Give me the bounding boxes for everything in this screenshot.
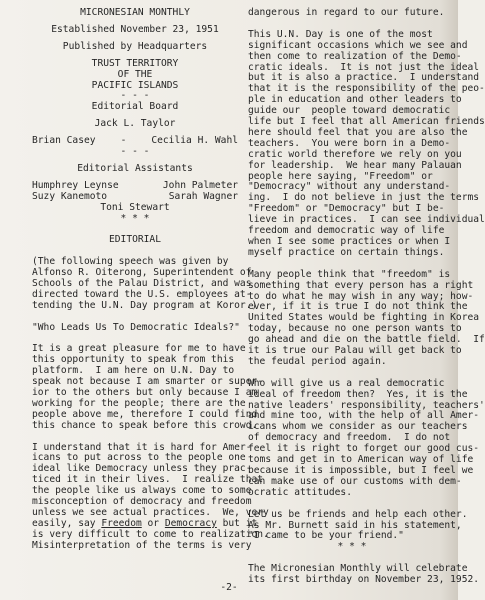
- editor-name: Cecilia H. Wahl: [151, 135, 238, 147]
- closing-line: The Micronesian Monthly will celebrate: [248, 563, 468, 575]
- speech-line: people here saying, "Freedom" or: [248, 170, 433, 182]
- speech-line: ior to the others but only because I am: [32, 387, 258, 399]
- speech-line: to do what he may wish in any way; how-: [248, 290, 474, 302]
- speech-line: here should feel that you are also the: [248, 126, 468, 138]
- masthead-published: Published by Headquarters: [62, 40, 208, 52]
- speech-line: ideal like Democracy unless they prac-: [32, 463, 252, 475]
- speech-line: when I see some practices or when I: [248, 236, 451, 248]
- speech-line: something that every person has a right: [248, 279, 474, 291]
- masthead-dashes: - - -: [120, 146, 150, 158]
- speech-line: go ahead and die on the battle field. If: [248, 334, 485, 346]
- speech-line: today, because no one person wants to: [248, 323, 462, 335]
- speech-line: the people like us always come to some: [32, 485, 252, 497]
- speech-title: "Who Leads Us To Democratic Ideals?": [32, 321, 240, 333]
- editor-name: Brian Casey: [32, 135, 96, 147]
- speech-line: working for the people; there are the: [32, 397, 246, 409]
- masthead-territory-line: TRUST TERRITORY: [91, 57, 179, 69]
- editorial-intro-line: directed toward the U.S. employees at-: [32, 288, 252, 300]
- speech-line: teachers. You were born in a Demo-: [248, 137, 451, 149]
- speech-line: "Freedom" or "Democracy" but I be-: [248, 203, 445, 215]
- editorial-heading: EDITORIAL: [109, 234, 161, 246]
- assistant-name: Sarah Wagner: [168, 190, 238, 202]
- left-column: [32, 7, 269, 552]
- speech-line: ever, if it is true I do not think the: [248, 301, 468, 313]
- speech-line: lieve in practices. I can see individual: [248, 214, 485, 226]
- speech-line: and mine too, with the help of all Amer-: [248, 410, 480, 422]
- speech-line: speak not because I am smarter or super-: [32, 376, 264, 388]
- editorial-intro-line: Alfonso R. Oiterong, Superintendent of: [32, 267, 252, 279]
- speech-line: feel it is right to forget our good cus-: [248, 443, 480, 455]
- assistant-name: Suzy Kanemoto: [32, 190, 108, 202]
- speech-line: but it is also a practice. I understand: [248, 72, 480, 84]
- masthead-dashes: - - -: [120, 90, 150, 102]
- speech-line: platform. I am here on U.N. Day to: [32, 365, 235, 377]
- speech-line: Many people think that "freedom" is: [248, 268, 451, 280]
- speech-line: that it is the responsibility of the peo-: [248, 83, 485, 95]
- assistant-name: John Palmeter: [162, 179, 238, 191]
- speech-line: ple in education and other leaders to: [248, 94, 462, 106]
- masthead-stars: * * *: [120, 212, 150, 224]
- underlined-word: Freedom: [101, 517, 142, 529]
- speech-line: is very difficult to come to realization.: [32, 528, 269, 540]
- speech-line: because it is impossible, but I feel we: [248, 465, 474, 477]
- speech-line: then come to realization of the Demo-: [248, 50, 462, 62]
- speech-line: "Democracy" without any understand-: [248, 181, 451, 193]
- speech-line: United States would be fighting in Korea: [248, 312, 480, 324]
- speech-line: cratic world therefore we rely on you: [248, 148, 462, 160]
- text-fragment: or: [141, 517, 165, 529]
- editor-separator: -: [120, 135, 127, 147]
- speech-line: this chance to speak before this crowd.: [32, 419, 258, 431]
- speech-line: for leadership. We hear many Palauan: [248, 159, 462, 171]
- speech-line: unless we see actual practices. We, very: [32, 506, 269, 518]
- speech-line: "I came to be your friend.": [248, 530, 404, 542]
- masthead-title: MICRONESIAN MONTHLY: [80, 7, 190, 18]
- speech-line: life but I feel that all American friends: [248, 116, 485, 128]
- editorial-intro-line: (The following speech was given by: [32, 256, 229, 268]
- speech-line: myself practice on certain things.: [248, 246, 445, 258]
- speech-line: guide our people toward democratic: [248, 105, 451, 117]
- speech-line: ocratic attitudes.: [248, 486, 352, 498]
- speech-line: significant occasions which we see and: [248, 39, 468, 51]
- assistant-name: Toni Stewart: [100, 201, 170, 213]
- editorial-assistants-title: Editorial Assistants: [77, 162, 193, 174]
- speech-line: ideal of freedom then? Yes, it is the: [248, 388, 468, 400]
- speech-line: I understand that it is hard for Amer-: [32, 441, 252, 453]
- masthead-established: Established November 23, 1951: [51, 23, 219, 35]
- editor-name: Jack L. Taylor: [94, 118, 176, 130]
- section-stars: * * *: [337, 541, 367, 553]
- speech-line: dangerous in regard to our future.: [248, 7, 445, 18]
- speech-line: people above me, therefore I could find: [32, 408, 258, 420]
- text-fragment: easily, say: [32, 517, 102, 529]
- speech-line: This U.N. Day is one of the most: [248, 28, 433, 40]
- page-number: -2-: [220, 582, 238, 593]
- speech-line: cratic ideals. It is not just the ideal: [248, 61, 480, 73]
- speech-line: Who will give us a real democratic: [248, 377, 445, 389]
- speech-line: it is true our Palau will get back to: [248, 345, 462, 357]
- speech-line: toms and get in to American way of life: [248, 454, 474, 466]
- speech-line: Let us be friends and help each other.: [248, 508, 468, 520]
- speech-line: native leaders' responsibility, teachers': [248, 399, 485, 411]
- speech-line: can make use of our customs with dem-: [248, 475, 462, 487]
- speech-line: It is a great pleasure for me to have: [32, 343, 246, 355]
- speech-line: icans whom we consider as our teachers: [248, 421, 468, 433]
- speech-line: ticed it in their lives. I realize that: [32, 474, 264, 486]
- right-column: [248, 7, 485, 586]
- assistant-name: Humphrey Leynse: [32, 179, 119, 191]
- speech-line: freedom and democratic way of life: [248, 225, 445, 237]
- speech-line: this opportunity to speak from this: [32, 354, 235, 366]
- speech-line: Misinterpretation of the terms is very: [32, 539, 252, 551]
- text-fragment: but it: [216, 517, 258, 529]
- speech-line: As Mr. Burnett said in his statement,: [248, 519, 462, 531]
- speech-line: the feudal period again.: [248, 355, 387, 367]
- masthead-territory-line: OF THE: [117, 68, 153, 80]
- speech-line: misconception of democracy and freedom: [32, 496, 252, 508]
- masthead-territory-line: PACIFIC ISLANDS: [91, 79, 179, 91]
- editorial-board-title: Editorial Board: [91, 101, 179, 113]
- underlined-word: Democracy: [164, 517, 217, 529]
- closing-line: its first birthday on November 23, 1952.: [248, 574, 480, 586]
- speech-line: ing. I do not believe in just the terms: [248, 192, 480, 204]
- speech-line: of democracy and freedom. I do not: [248, 432, 451, 444]
- editorial-intro-line: tending the U.N. Day program at Koror.): [32, 299, 258, 311]
- speech-line: icans to put across to the people one: [32, 452, 246, 464]
- editorial-intro-line: Schools of the Palau District, and was: [32, 278, 252, 289]
